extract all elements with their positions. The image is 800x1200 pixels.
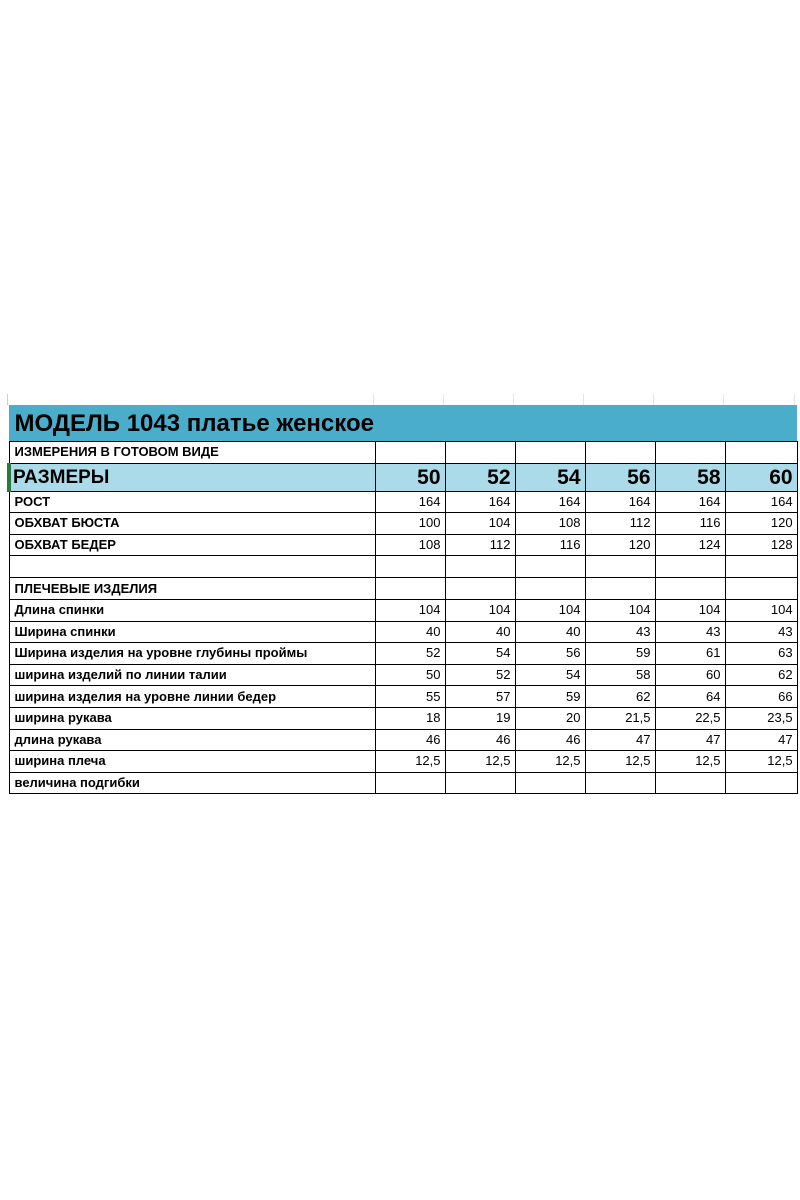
sizes-header-row (9, 463, 797, 491)
subtitle-row (9, 442, 797, 464)
measurement-value: 40 (515, 621, 585, 643)
measurement-value: 58 (585, 664, 655, 686)
table-row (9, 643, 797, 665)
measurement-label: ОБХВАТ БЕДЕР (9, 534, 375, 556)
measurement-label: РОСТ (9, 491, 375, 513)
table-row (9, 621, 797, 643)
table-row (9, 599, 797, 621)
table-row (9, 729, 797, 751)
measurement-value: 104 (375, 599, 445, 621)
size-header: 54 (515, 463, 585, 491)
measurement-value: 50 (375, 664, 445, 686)
measurement-value: 43 (725, 621, 797, 643)
section-title: ПЛЕЧЕВЫЕ ИЗДЕЛИЯ (9, 578, 375, 600)
measurement-value: 40 (445, 621, 515, 643)
table-row (9, 707, 797, 729)
measurement-label: величина подгибки (9, 772, 375, 794)
measurement-value: 62 (585, 686, 655, 708)
measurement-value: 40 (375, 621, 445, 643)
measurement-value: 120 (585, 534, 655, 556)
measurement-value: 47 (585, 729, 655, 751)
measurement-value: 21,5 (585, 707, 655, 729)
shoulder-measurements (9, 599, 797, 793)
measurement-value: 164 (585, 491, 655, 513)
measurement-value: 124 (655, 534, 725, 556)
measurement-value: 164 (445, 491, 515, 513)
measurement-value: 52 (445, 664, 515, 686)
general-measurements (9, 491, 797, 556)
section-row (9, 578, 797, 600)
measurement-value (655, 772, 725, 794)
measurement-value: 104 (445, 599, 515, 621)
measurement-value: 12,5 (585, 751, 655, 773)
measurement-value: 104 (585, 599, 655, 621)
measurement-value: 112 (585, 513, 655, 535)
measurement-value: 104 (725, 599, 797, 621)
measurement-value: 55 (375, 686, 445, 708)
measurement-label: Ширина изделия на уровне глубины проймы (9, 643, 375, 665)
measurement-value: 54 (515, 664, 585, 686)
measurement-label: ширина рукава (9, 707, 375, 729)
measurement-value: 164 (515, 491, 585, 513)
measurement-value: 19 (445, 707, 515, 729)
measurement-label: ОБХВАТ БЮСТА (9, 513, 375, 535)
measurement-value: 100 (375, 513, 445, 535)
measurement-value: 57 (445, 686, 515, 708)
measurement-label: длина рукава (9, 729, 375, 751)
measurement-value: 12,5 (375, 751, 445, 773)
measurement-value: 43 (585, 621, 655, 643)
measurement-label: ширина изделий по линии талии (9, 664, 375, 686)
measurement-value: 104 (445, 513, 515, 535)
measurement-value: 120 (725, 513, 797, 535)
table-row (9, 686, 797, 708)
measurement-value: 60 (655, 664, 725, 686)
measurement-value: 20 (515, 707, 585, 729)
measurement-value: 54 (445, 643, 515, 665)
title-row (9, 406, 797, 442)
size-header: 58 (655, 463, 725, 491)
measurement-value: 62 (725, 664, 797, 686)
measurement-value: 104 (515, 599, 585, 621)
gridline-row (0, 394, 800, 405)
measurement-value: 164 (725, 491, 797, 513)
measurement-value: 47 (725, 729, 797, 751)
measurement-value: 164 (655, 491, 725, 513)
table-row (9, 664, 797, 686)
measurement-value: 52 (375, 643, 445, 665)
measurement-value: 12,5 (725, 751, 797, 773)
measurement-value: 22,5 (655, 707, 725, 729)
table-row (9, 772, 797, 794)
size-header: 60 (725, 463, 797, 491)
measurement-value: 116 (515, 534, 585, 556)
measurement-value: 12,5 (515, 751, 585, 773)
table-row (9, 491, 797, 513)
measurement-label: Длина спинки (9, 599, 375, 621)
measurement-label: Ширина спинки (9, 621, 375, 643)
sizes-label: РАЗМЕРЫ (9, 463, 375, 491)
measurement-value: 18 (375, 707, 445, 729)
table-row (9, 751, 797, 773)
measurement-value: 61 (655, 643, 725, 665)
measurement-value: 56 (515, 643, 585, 665)
size-header: 52 (445, 463, 515, 491)
page-title: МОДЕЛЬ 1043 платье женское (9, 406, 797, 442)
measurement-value: 108 (375, 534, 445, 556)
measurement-value: 59 (515, 686, 585, 708)
measurement-value: 46 (515, 729, 585, 751)
measurement-value: 46 (445, 729, 515, 751)
measurement-value (375, 772, 445, 794)
measurement-value: 116 (655, 513, 725, 535)
measurement-value: 112 (445, 534, 515, 556)
measurement-value: 12,5 (445, 751, 515, 773)
empty-row (9, 556, 797, 578)
measurement-value: 47 (655, 729, 725, 751)
size-header: 50 (375, 463, 445, 491)
measurement-label: ширина плеча (9, 751, 375, 773)
measurement-value: 164 (375, 491, 445, 513)
measurement-value (585, 772, 655, 794)
measurement-value: 63 (725, 643, 797, 665)
table-row (9, 534, 797, 556)
measurement-value: 59 (585, 643, 655, 665)
measurement-value (725, 772, 797, 794)
table-row (9, 513, 797, 535)
measurement-value: 104 (655, 599, 725, 621)
measurement-value: 64 (655, 686, 725, 708)
measurements-subtitle: ИЗМЕРЕНИЯ В ГОТОВОМ ВИДЕ (9, 442, 375, 464)
measurement-value: 46 (375, 729, 445, 751)
measurement-value (445, 772, 515, 794)
measurement-value: 23,5 (725, 707, 797, 729)
measurement-label: ширина изделия на уровне линии бедер (9, 686, 375, 708)
size-header: 56 (585, 463, 655, 491)
measurement-value: 12,5 (655, 751, 725, 773)
size-chart-table (7, 405, 798, 794)
spreadsheet (0, 394, 800, 806)
measurement-value (515, 772, 585, 794)
measurement-value: 108 (515, 513, 585, 535)
measurement-value: 66 (725, 686, 797, 708)
measurement-value: 43 (655, 621, 725, 643)
measurement-value: 128 (725, 534, 797, 556)
